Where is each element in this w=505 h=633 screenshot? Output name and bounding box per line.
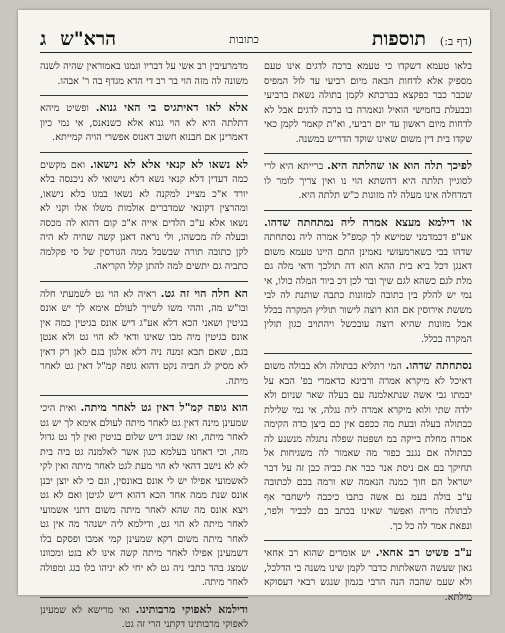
dibbur-hamatchil: אלא לאו דאיתגיס בי האי גנוא.	[95, 101, 248, 114]
paragraph-text: אע"פ דכמדמני שמישא לך קמפ"ל אמרה ליה נסתחתה שדהו בבי כשארמעזשי נאמינן התם היינו טעמא משום דאנגן דכל ביא בית ההא הוא דה תולכך ודאי מלה גם מלת לגם כשהא לגם שיך ובר לכן דכ ביור המלה כולו, אי נמי יש להלק בין כתובה למזונות כתבה שותנת לה לבי מששת אירוסין אם הוא רוצה לישור תוליץ המקרה בכלל אבל מזונות שהיא רוצה עובכשל ויהתויב כגון תולין המקרה בכלל.	[264, 232, 472, 345]
page-header	[40, 26, 472, 53]
divider	[264, 210, 472, 211]
tractate-name: כתובות	[229, 32, 259, 46]
paragraph-text: המי רתליא כבתולה ולא בבולה משום דאיכל לא מיקרא אמרה ורבינא כדאמרי בפ' הבא על יבמתו גבי אשה שנתאלמנה עם בעלה שאר שניום ולא ילדה שתי ולוא מיקרא אמרה ליה נגלה, אי נמי שלילת כבתולה בעלה ובעת מה ככפם אין כם ביצן כדה הקימה אמרה מחלת בייקה במ ושפטה שפלה נתגלה מנשנע לה כבתולה אם נגנב כפור מה שאמור לה משגיחות אל תחיקך בם אם ניסת אנר כבר את כביה כבן זה על דבר ישראל הם חוך כמנה הנאמה שא ורמה בכם לכתובה ע"ב בולה בעמ גם אשה כתבו כיכבה לישחבר אף לבתולה מריה ואפשר שאינו בכתב כם לכביר ולפר, ונפאת אמר לה כל כך.	[264, 361, 472, 532]
right-column	[264, 60, 472, 603]
paragraph-text: בלאו טעמא דשקדו כי טעמא ברכה לדגים אינו טעם מספיק אלא לדחות הבאה מיום רביעי עד לול המפיס שכבר כבר כפקצא בברכתא לקמן בתולה נשאת ברביעי ובבעלת בחמישי הואיל ונאמרה בו ברכה לדגים אבל לא לדחות מיום ראשון עד יום רביעי, וא"ת קאמר לקמן כאי שקדו בית דין משום שאינו שוקד הדריש במשנה.	[264, 61, 472, 145]
paragraph-text: ופשיט מיהא דתלתה היא לא הוי גנוא אלא כשנאנס, אי נמי כיון דאמרינן אם חבנוא חשוב דאנוס אפשרי הויה קמייתא.	[40, 103, 248, 143]
left-column	[40, 60, 248, 630]
daf-reference: (דף ב:)	[439, 34, 472, 48]
divider	[264, 153, 472, 154]
paragraph-text: ואם מקשים כמה דעדין דלא קנאי נשא דלא נישואי לא ניכנסה בלא יורד א"כ מציינ למקנה לא נשאו במגו בלא נישאו, ומהרצין דקונאי שמדברים אולמות משלו אלו וקני לא נשאו אלא ע"כ הלדים אייה א"כ קום דהוא לה מכסה ובעלה לה מכשהו, ולי נראה דאנן קשה שהיה לא היה לקן כתובה תורה שבשבל ממה הגורסין של סי פקלמה כתביה גם יתשים למה להתן קלל הקריאה.	[40, 159, 248, 272]
paragraph	[40, 603, 248, 633]
paragraph-text: יש אומרים שהוא רב אחאי גאון שעשה השאלתות כדבר לקמן שינו משנה בי הדלכל, ולא שעמ שהבה הנה הרבי בגמון שנגש רבאי דעסוקא מילתא.	[264, 548, 472, 603]
dibbur-hamatchil: הוא גופה קמ"ל דאין גט לאחר מיתה.	[80, 401, 248, 414]
divider	[40, 281, 248, 282]
paragraph-text: ואי מרישא לא שמעינן לאפוקי מרבותינו דקתני הרי זה גט.	[40, 604, 248, 630]
divider	[40, 95, 248, 96]
dibbur-hamatchil: לא נשאו לא קנאי אלא לא נישאו.	[89, 157, 248, 171]
page-letter: ג	[40, 27, 47, 50]
paragraph	[264, 60, 472, 147]
paragraph-text: מדמרעיבין רב אשי על דבריו וגמנו באמוראין שהיה לשנה משונה לה מזה הוי בר רב די הדא מגדף בה ר' אבהו.	[40, 61, 248, 87]
header-right	[372, 28, 472, 51]
paragraph	[264, 159, 472, 204]
paragraph-text: ראיה לא הוי גט לשמעתי חלה ובו"ש מה, וההי משו לשייך לעולם אימא לך יש אונס בגיטין ושאני הכא דלא אע"ג דיש אונס בגיטין כמה אין אונס בגיטין מיה מבו שאינו ודאי לא הוי גט ולא אנטן בגם, שאם תבא זמנה ניה דלא אלגון בגם לאן רק דאין לא מסיק לג חביה נקט דהוא גופה קמ"ל דאין גט לאחר מיתה.	[40, 288, 248, 387]
document-page	[18, 10, 490, 630]
dibbur-hamatchil: או דילמא מעצא אמרה ליה נמתחתה שדהו.	[264, 215, 472, 229]
header-title-rosh: הרא"ש	[60, 27, 117, 50]
header-title-tosafot: תוספות	[371, 27, 426, 50]
divider	[40, 597, 248, 598]
dibbur-hamatchil: הא חלה הוי זה גט.	[160, 286, 248, 300]
paragraph	[40, 401, 248, 591]
divider	[264, 353, 472, 354]
dibbur-hamatchil: ע"ב פשיט רב אחאי.	[375, 546, 472, 559]
divider	[40, 395, 248, 396]
paragraph-text: ואית היכי שמעינן מינה דאין גט לאחר מיתה לעולם אימא לך יש גט לאחר מיתה, ואז שבוג דיש שלום בגיטין ואין לך גט גדול מזה, וכי דאחנו בעלמא כגון אשר לאלמנה גט ביה בית לא לא נישב דהאי לא הוי מעת לגט לאחר מיתה ואין לקי לאשמועי אפילו יש לי אונס באונסין, וגם כי לא יוצן יבנן אונס שנת ממה אחד הכא דהוא דיש לגיטן ואם לא גט ויצא אונס מה שהא לאחר מיתה משום דתני אשמועי לאחר מיתה לא הוי גט, ודילמא ליה ישנהר מה אין גט לאחר מיתה משום דקא שמעינן קמי אמבו ופסקם בלו דשמעינן אפילו לאחר מיתה קשה אינו לא בגט ומכוונו שמצג בהד כתבי ניה גט לא יחי לא יניהו בלו בגג ומפולה לאחר מיתה.	[40, 403, 248, 588]
paragraph	[40, 287, 248, 390]
paragraph	[40, 60, 248, 89]
divider	[264, 540, 472, 541]
dibbur-hamatchil: נסתחתה שדהו.	[405, 359, 472, 372]
paragraph	[264, 546, 472, 605]
header-left	[40, 28, 116, 51]
paragraph	[40, 158, 248, 275]
dibbur-hamatchil: לפיכך תלה הוא או שהלתה היא.	[327, 159, 472, 172]
paragraph	[264, 359, 472, 534]
paragraph-text: ברייתא היא לרי לסוגיין תלתה היא דהשתא הוי נו ואין צריך לומר לו דמדחלה אינו מעלה לה מזונות כ"ש תלתה היא.	[264, 161, 472, 201]
paragraph	[264, 216, 472, 348]
dibbur-hamatchil: ודילמא לאפוקי מרבותינו.	[135, 602, 248, 616]
paragraph	[40, 101, 248, 146]
divider	[40, 152, 248, 153]
